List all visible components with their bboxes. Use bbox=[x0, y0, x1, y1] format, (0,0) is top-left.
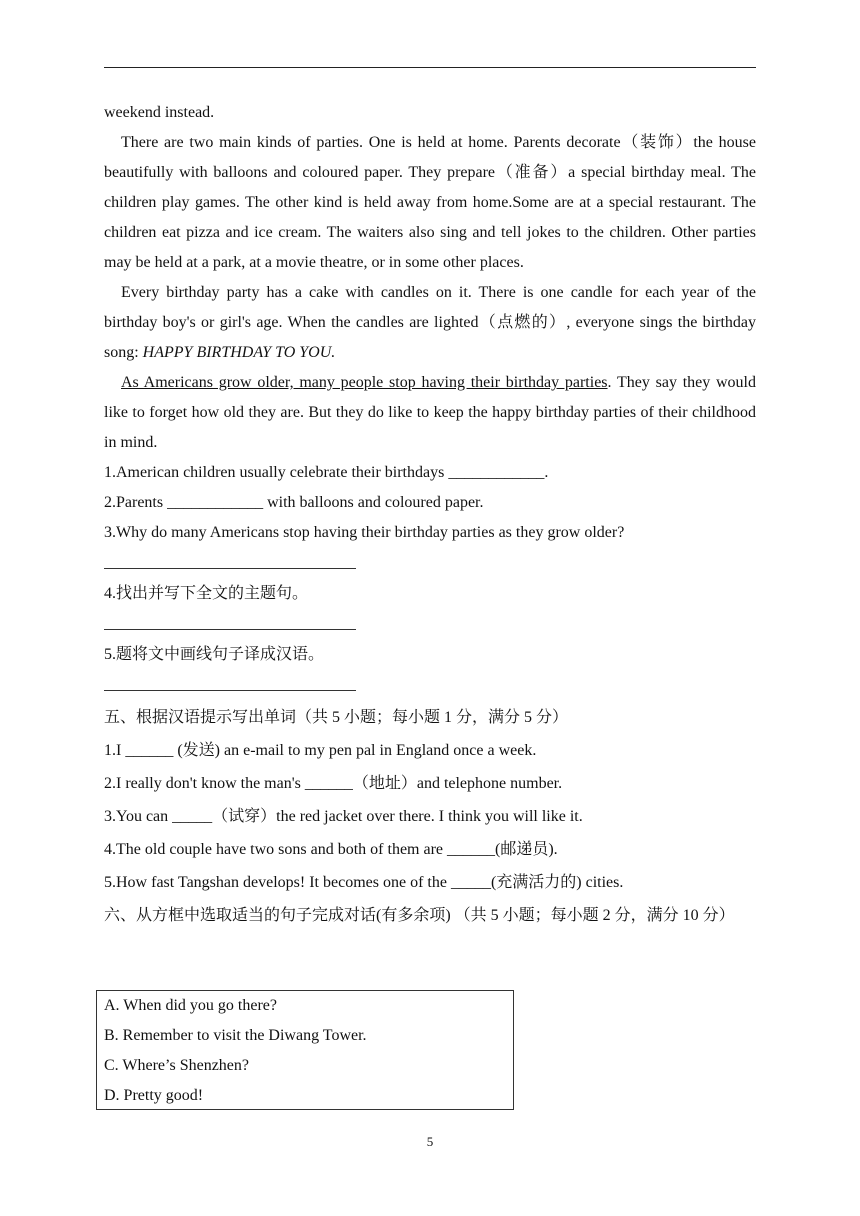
question-3: 3.Why do many Americans stop having their birthday parties as they grow older? bbox=[104, 524, 625, 541]
page-number: 5 bbox=[426, 1134, 434, 1149]
section-5-item: 3.You can _____（试穿）the red jacket over there. I think you will like it. bbox=[104, 808, 583, 825]
section-5-item: 5.How fast Tangshan develops! It becomes one of the _____(充满活力的) cities. bbox=[104, 874, 624, 891]
option-c: C. Where’s Shenzhen? bbox=[104, 1057, 249, 1074]
reading-paragraph-older bbox=[104, 368, 756, 458]
section-5-item: 4.The old couple have two sons and both of them are ______(邮递员). bbox=[104, 841, 558, 858]
reading-paragraph-cake bbox=[104, 278, 756, 368]
section-5-item: 1.I ______ (发送) an e-mail to my pen pal in England once a week. bbox=[104, 742, 537, 759]
answer-line-4[interactable] bbox=[104, 609, 356, 630]
question-4: 4.找出并写下全文的主题句。 bbox=[104, 585, 309, 602]
reading-line-weekend: weekend instead. bbox=[104, 104, 215, 121]
option-a: A. When did you go there? bbox=[104, 997, 277, 1014]
answer-line-3[interactable] bbox=[104, 548, 356, 569]
underlined-sentence: As Americans grow older, many people stop having their birthday parties bbox=[121, 374, 608, 391]
reading-paragraph-parties: There are two main kinds of parties. One is held at home. Parents decorate（装饰）the house beautifully with balloons and coloured paper. They prepare（准备）a special birthday meal. The children play games. The other kind is held away from home.Some are at a special restaurant. The children eat pizza and ice cream. The waiters also sing and tell jokes to the children. Other parties may be held at a park, at a movie theatre, or in some other places. bbox=[104, 134, 756, 271]
question-2: 2.Parents ____________ with balloons and coloured paper. bbox=[104, 494, 484, 511]
cake-text: Every birthday party has a cake with candles on it. There is one candle for each year of the birthday boy's or girl's age. When the candles are lighted（点燃的）, everyone sings the birthday song: bbox=[104, 284, 756, 361]
answer-line-5[interactable] bbox=[104, 670, 356, 691]
birthday-song-title: HAPPY BIRTHDAY TO YOU. bbox=[142, 344, 336, 361]
section-5-heading: 五、根据汉语提示写出单词（共 5 小题；每小题 1 分，满分 5 分） bbox=[104, 709, 569, 726]
header-rule bbox=[104, 67, 756, 68]
question-5: 5.题将文中画线句子译成汉语。 bbox=[104, 646, 325, 663]
options-box bbox=[96, 990, 514, 1110]
option-b: B. Remember to visit the Diwang Tower. bbox=[104, 1027, 367, 1044]
question-1: 1.American children usually celebrate their birthdays ____________. bbox=[104, 464, 549, 481]
older-text: . They say they would like to forget how old they are. But they do like to keep the happy birthday parties of their childhood in mind. bbox=[104, 374, 756, 451]
page-content bbox=[104, 98, 756, 932]
option-d: D. Pretty good! bbox=[104, 1087, 204, 1104]
section-6-heading: 六、从方框中选取适当的句子完成对话(有多余项) （共 5 小题；每小题 2 分，满分 10 分） bbox=[104, 907, 735, 924]
section-5-item: 2.I really don't know the man's ______（地址）and telephone number. bbox=[104, 775, 563, 792]
